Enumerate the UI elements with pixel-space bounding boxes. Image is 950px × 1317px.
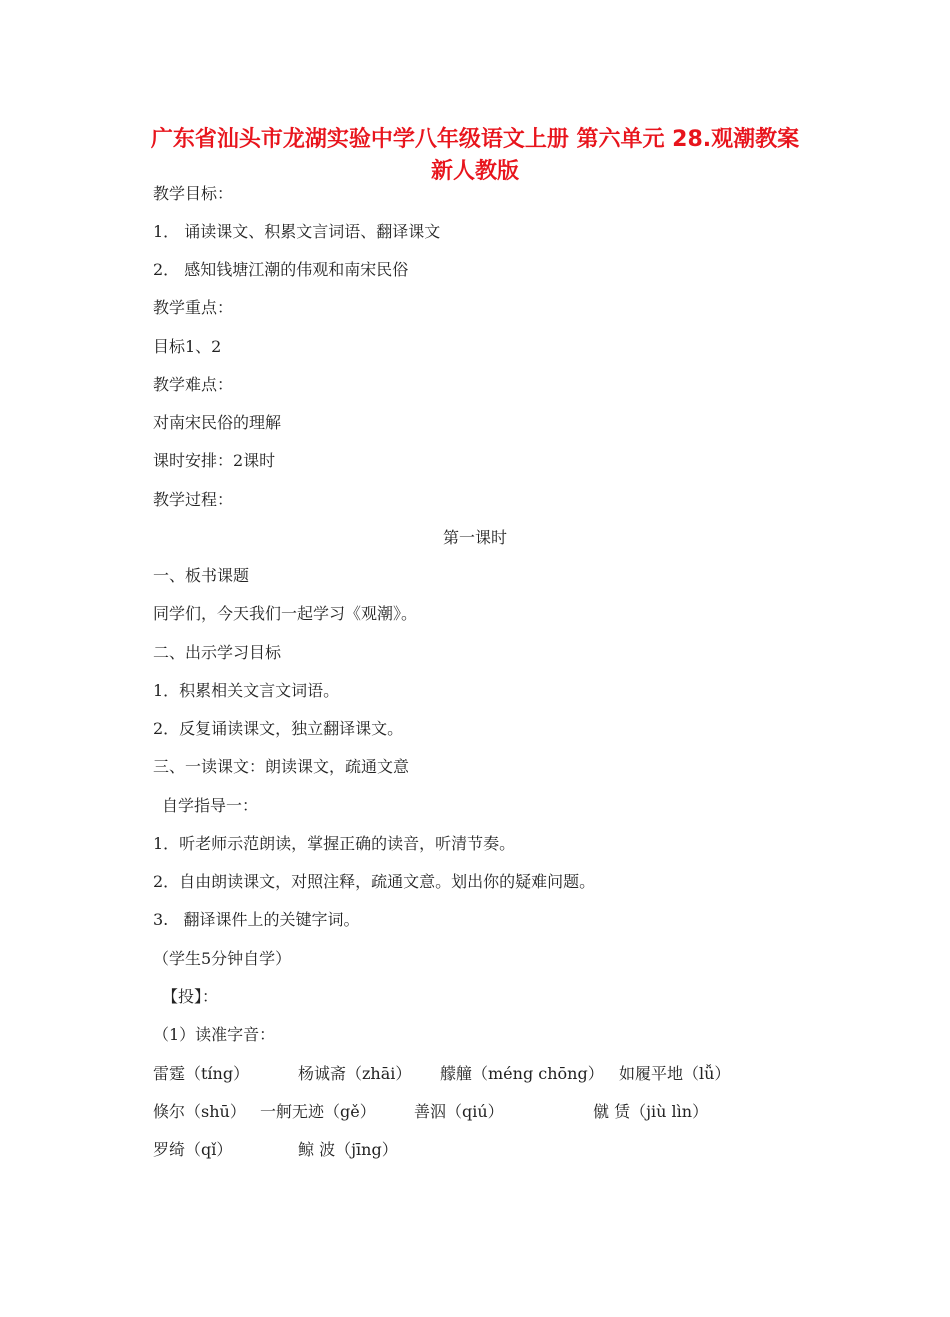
lesson-one-heading: 第一课时: [442, 528, 507, 547]
heading-teaching-focus: 教学重点：: [153, 298, 234, 317]
heading-teaching-goals: 教学目标：: [153, 184, 234, 203]
pinyin-row-3: [153, 1139, 398, 1227]
goal-item-2: 2． 感知钱塘江潮的伟观和南宋民俗: [153, 260, 409, 279]
pinyin-word: 雷霆（tíng）: [153, 1064, 250, 1083]
section-2-heading: 二、出示学习目标: [153, 643, 282, 662]
difficulty-text: 对南宋民俗的理解: [153, 413, 282, 432]
guide-item-3: 3. 翻译课件上的关键字词。: [153, 910, 360, 929]
document-title: 广东省汕头市龙湖实验中学八年级语文上册 第六单元 28.观潮教案 新人教版: [150, 127, 800, 184]
section-2-item-2: 2．反复诵读课文，独立翻译课文。: [153, 719, 404, 738]
self-study-guide-heading: 自学指导一：: [162, 796, 259, 815]
pinyin-word: 如履平地（lǚ）: [619, 1064, 731, 1083]
heading-teaching-process: 教学过程：: [153, 490, 234, 509]
section-1-text: 同学们，今天我们一起学习《观潮》。: [153, 604, 418, 623]
goal-item-1: 1． 诵读课文、积累文言词语、翻译课文: [153, 222, 441, 241]
heading-teaching-difficulty: 教学难点：: [153, 375, 234, 394]
guide-item-1: 1．听老师示范朗读，掌握正确的读音，听清节奏。: [153, 834, 516, 853]
section-1-heading: 一、板书课题: [153, 566, 250, 585]
pinyin-word: 艨艟（méng chōng）: [440, 1064, 604, 1083]
pinyin-word: 一舸无迹（gě）: [260, 1102, 376, 1121]
guide-item-2: 2．自由朗读课文，对照注释，疏通文意。划出你的疑难问题。: [153, 872, 596, 891]
pinyin-word: 倏尔（shū）: [153, 1102, 246, 1121]
pinyin-word: 善泅（qiú）: [414, 1102, 504, 1121]
pinyin-word: 杨诚斋（zhāi）: [298, 1064, 412, 1083]
focus-text: 目标1、2: [153, 337, 222, 356]
section-2-item-1: 1．积累相关文言文词语。: [153, 681, 340, 700]
schedule-text: 课时安排：2课时: [153, 451, 276, 470]
pinyin-word: 僦 赁（jiù lìn）: [593, 1102, 709, 1121]
pinyin-word: 鲸 波（jīng）: [298, 1140, 398, 1159]
pinyin-word: 罗绮（qǐ）: [153, 1140, 233, 1159]
section-3-heading: 三、一读课文：朗读课文，疏通文意: [153, 757, 410, 776]
projection-label: 【投】：: [162, 987, 219, 1006]
self-study-note: （学生5分钟自学）: [153, 949, 292, 968]
pronunciation-heading: （1）读准字音：: [153, 1025, 276, 1044]
